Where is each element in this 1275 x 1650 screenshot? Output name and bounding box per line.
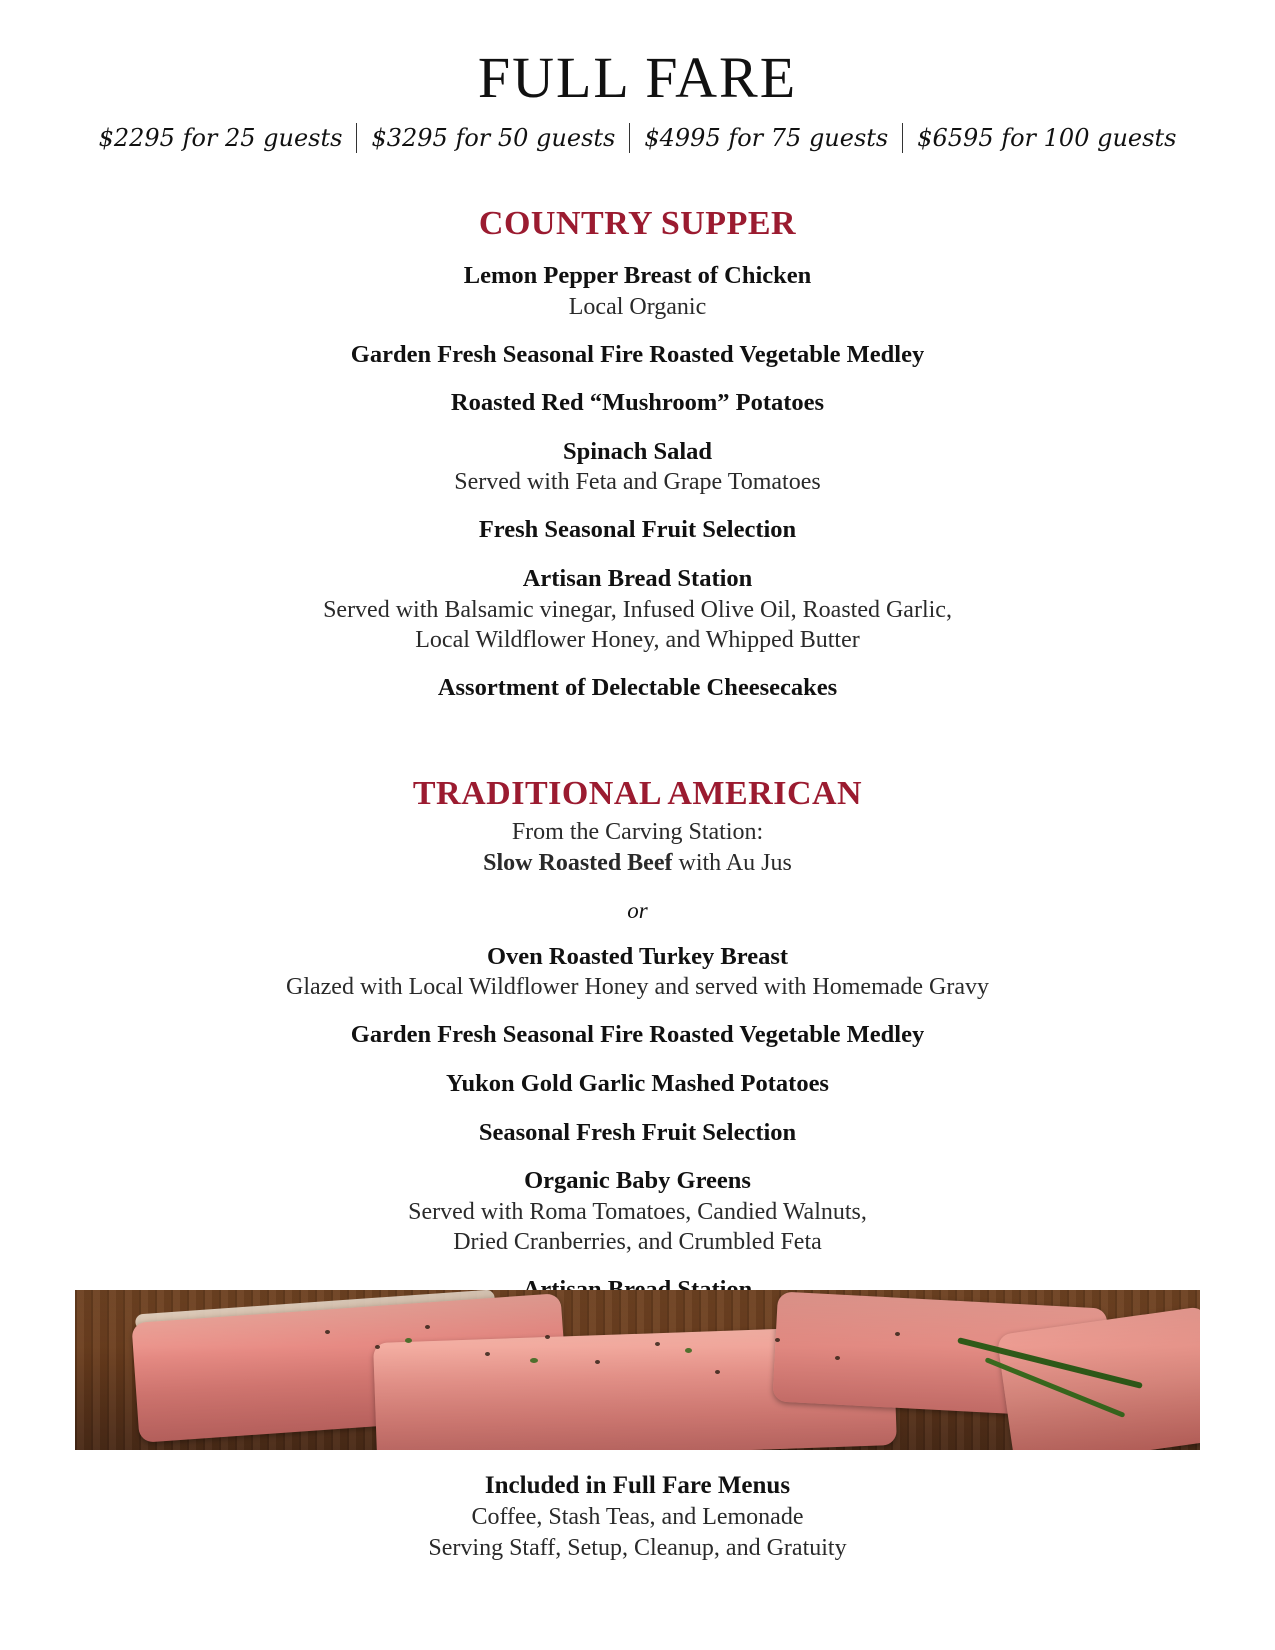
menu-item bbox=[0, 340, 1275, 371]
menu-item-name: Oven Roasted Turkey Breast bbox=[486, 942, 789, 970]
pepper-speck bbox=[775, 1338, 780, 1342]
carving-station-item-name: Slow Roasted Beef bbox=[483, 850, 673, 877]
price-tier-50: $3295 for 50 guests bbox=[371, 123, 616, 152]
menu-item-name: Roasted Red “Mushroom” Potatoes bbox=[450, 389, 825, 417]
menu-item bbox=[0, 942, 1275, 1003]
menu-item-name: Artisan Bread Station bbox=[522, 565, 753, 593]
price-tier-25: $2295 for 25 guests bbox=[98, 123, 343, 152]
footer-line: Serving Staff, Setup, Cleanup, and Gratuity bbox=[428, 1535, 847, 1562]
menu-item-name: Garden Fresh Seasonal Fire Roasted Vegetable Medley bbox=[350, 340, 925, 368]
herb-fleck bbox=[530, 1358, 538, 1363]
menu-item bbox=[0, 1118, 1275, 1149]
herb-fleck bbox=[405, 1338, 412, 1343]
food-photo-banner bbox=[75, 1290, 1200, 1450]
carving-station-block bbox=[0, 817, 1275, 879]
page-footer bbox=[0, 1472, 1275, 1564]
pepper-speck bbox=[895, 1332, 900, 1336]
menu-item-description-line: Served with Balsamic vinegar, Infused Olive Oil, Roasted Garlic, bbox=[323, 596, 952, 623]
price-tier-100: $6595 for 100 guests bbox=[917, 123, 1177, 152]
menu-item-name: Lemon Pepper Breast of Chicken bbox=[463, 261, 812, 289]
menu-item-name: Fresh Seasonal Fruit Selection bbox=[478, 516, 797, 544]
herb-fleck bbox=[685, 1348, 692, 1353]
carving-station-item-rest: with Au Jus bbox=[672, 850, 792, 877]
pepper-speck bbox=[325, 1330, 330, 1334]
pepper-speck bbox=[715, 1370, 720, 1374]
page-title: FULL FARE bbox=[477, 45, 798, 110]
menu-item bbox=[0, 515, 1275, 546]
carving-station-intro: From the Carving Station: bbox=[511, 819, 764, 846]
menu-item-description: Glazed with Local Wildflower Honey and served with Homemade Gravy bbox=[285, 974, 990, 1001]
menu-item-description-line: Local Wildflower Honey, and Whipped Butter bbox=[415, 626, 860, 653]
menu-section-country-supper bbox=[0, 205, 1275, 703]
section-title: TRADITIONAL AMERICAN bbox=[412, 775, 863, 813]
pepper-speck bbox=[545, 1335, 550, 1339]
menu-item-description-line: Served with Roma Tomatoes, Candied Walnuts, bbox=[408, 1198, 867, 1225]
menu-item bbox=[0, 564, 1275, 655]
pepper-speck bbox=[485, 1352, 490, 1356]
pricing-row bbox=[0, 123, 1275, 153]
menu-item bbox=[0, 437, 1275, 498]
pepper-speck bbox=[595, 1360, 600, 1364]
menu-item bbox=[0, 1069, 1275, 1100]
menu-item-name: Organic Baby Greens bbox=[524, 1167, 751, 1195]
menu-item-description bbox=[0, 1197, 1275, 1257]
menu-item bbox=[0, 388, 1275, 419]
price-tier-75: $4995 for 75 guests bbox=[644, 123, 889, 152]
pepper-speck bbox=[655, 1342, 660, 1346]
menu-item bbox=[0, 673, 1275, 704]
menu-item-name: Yukon Gold Garlic Mashed Potatoes bbox=[446, 1069, 829, 1097]
pepper-speck bbox=[425, 1325, 430, 1329]
menu-item-name: Spinach Salad bbox=[562, 437, 713, 465]
pepper-speck bbox=[375, 1345, 380, 1349]
menu-item bbox=[0, 1020, 1275, 1051]
menu-item-name: Assortment of Delectable Cheesecakes bbox=[437, 673, 838, 701]
section-title: COUNTRY SUPPER bbox=[478, 204, 797, 242]
pepper-speck bbox=[835, 1356, 840, 1360]
menu-item bbox=[0, 1166, 1275, 1257]
page-header bbox=[0, 0, 1275, 153]
menu-item-description bbox=[0, 595, 1275, 655]
menu-item-name: Garden Fresh Seasonal Fire Roasted Vegetable Medley bbox=[350, 1021, 925, 1049]
carving-station-item bbox=[0, 848, 1275, 879]
menu-item-description-line: Dried Cranberries, and Crumbled Feta bbox=[453, 1228, 822, 1255]
footer-line: Coffee, Stash Teas, and Lemonade bbox=[471, 1504, 804, 1530]
menu-item-description: Local Organic bbox=[568, 293, 707, 320]
menu-item bbox=[0, 261, 1275, 322]
footer-title: Included in Full Fare Menus bbox=[484, 1472, 791, 1499]
menu-item-name: Seasonal Fresh Fruit Selection bbox=[478, 1118, 797, 1146]
or-separator: or bbox=[627, 897, 648, 923]
menu-item-description: Served with Feta and Grape Tomatoes bbox=[454, 469, 821, 496]
